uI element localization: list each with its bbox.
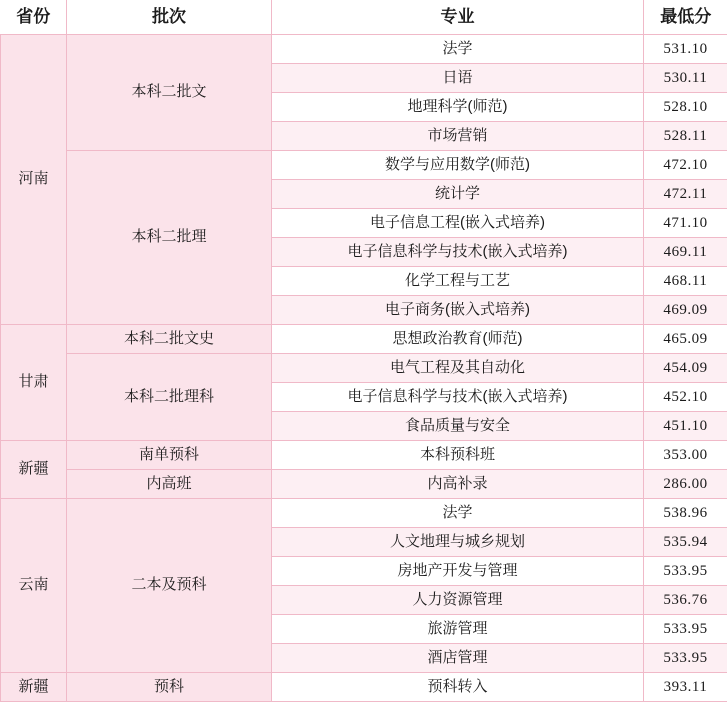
cell-score: 535.94 (644, 528, 727, 557)
cell-province: 新疆 (1, 441, 67, 499)
cell-major: 电子信息科学与技术(嵌入式培养) (272, 238, 644, 267)
cell-province: 新疆 (1, 673, 67, 702)
cell-batch: 本科二批文史 (67, 325, 272, 354)
cell-major: 食品质量与安全 (272, 412, 644, 441)
table-row (1, 499, 727, 528)
cell-score: 533.95 (644, 557, 727, 586)
table-header-row (1, 0, 727, 35)
cell-major: 人文地理与城乡规划 (272, 528, 644, 557)
cell-province: 河南 (1, 35, 67, 325)
cell-score: 533.95 (644, 615, 727, 644)
table-header (1, 0, 727, 35)
cell-major: 本科预科班 (272, 441, 644, 470)
table-row (1, 325, 727, 354)
cell-score: 465.09 (644, 325, 727, 354)
cell-major: 统计学 (272, 180, 644, 209)
cell-score: 531.10 (644, 35, 727, 64)
cell-batch: 本科二批理科 (67, 354, 272, 441)
column-header-major: 专业 (272, 0, 644, 35)
table-body (1, 35, 727, 702)
cell-score: 528.10 (644, 93, 727, 122)
cell-score: 469.09 (644, 296, 727, 325)
cell-score: 536.76 (644, 586, 727, 615)
cell-major: 法学 (272, 499, 644, 528)
table-row (1, 151, 727, 180)
cell-score: 286.00 (644, 470, 727, 499)
cell-major: 旅游管理 (272, 615, 644, 644)
cell-major: 地理科学(师范) (272, 93, 644, 122)
cell-score: 393.11 (644, 673, 727, 702)
column-header-batch: 批次 (67, 0, 272, 35)
cell-major: 化学工程与工艺 (272, 267, 644, 296)
cell-score: 454.09 (644, 354, 727, 383)
column-header-province: 省份 (1, 0, 67, 35)
cell-major: 电气工程及其自动化 (272, 354, 644, 383)
cell-score: 530.11 (644, 64, 727, 93)
cell-major: 数学与应用数学(师范) (272, 151, 644, 180)
cell-score: 528.11 (644, 122, 727, 151)
table-row (1, 354, 727, 383)
cell-batch: 本科二批文 (67, 35, 272, 151)
cell-major: 电子信息工程(嵌入式培养) (272, 209, 644, 238)
cell-score: 451.10 (644, 412, 727, 441)
cell-score: 452.10 (644, 383, 727, 412)
cell-batch: 内高班 (67, 470, 272, 499)
cell-score: 472.10 (644, 151, 727, 180)
cell-score: 538.96 (644, 499, 727, 528)
cell-province: 甘肃 (1, 325, 67, 441)
table-row (1, 441, 727, 470)
cell-batch: 预科 (67, 673, 272, 702)
cell-score: 469.11 (644, 238, 727, 267)
table-row (1, 673, 727, 702)
cell-major: 房地产开发与管理 (272, 557, 644, 586)
cell-batch: 本科二批理 (67, 151, 272, 325)
cell-major: 电子信息科学与技术(嵌入式培养) (272, 383, 644, 412)
cell-score: 353.00 (644, 441, 727, 470)
cell-major: 法学 (272, 35, 644, 64)
table-row (1, 35, 727, 64)
cell-major: 人力资源管理 (272, 586, 644, 615)
cell-batch: 二本及预科 (67, 499, 272, 673)
cell-major: 思想政治教育(师范) (272, 325, 644, 354)
cell-major: 酒店管理 (272, 644, 644, 673)
cell-batch: 南单预科 (67, 441, 272, 470)
cell-score: 471.10 (644, 209, 727, 238)
cell-score: 472.11 (644, 180, 727, 209)
cell-major: 日语 (272, 64, 644, 93)
column-header-score: 最低分 (644, 0, 727, 35)
cell-score: 533.95 (644, 644, 727, 673)
cell-major: 市场营销 (272, 122, 644, 151)
table-row (1, 470, 727, 499)
cell-province: 云南 (1, 499, 67, 673)
cell-major: 电子商务(嵌入式培养) (272, 296, 644, 325)
cell-major: 内高补录 (272, 470, 644, 499)
cell-score: 468.11 (644, 267, 727, 296)
cell-major: 预科转入 (272, 673, 644, 702)
